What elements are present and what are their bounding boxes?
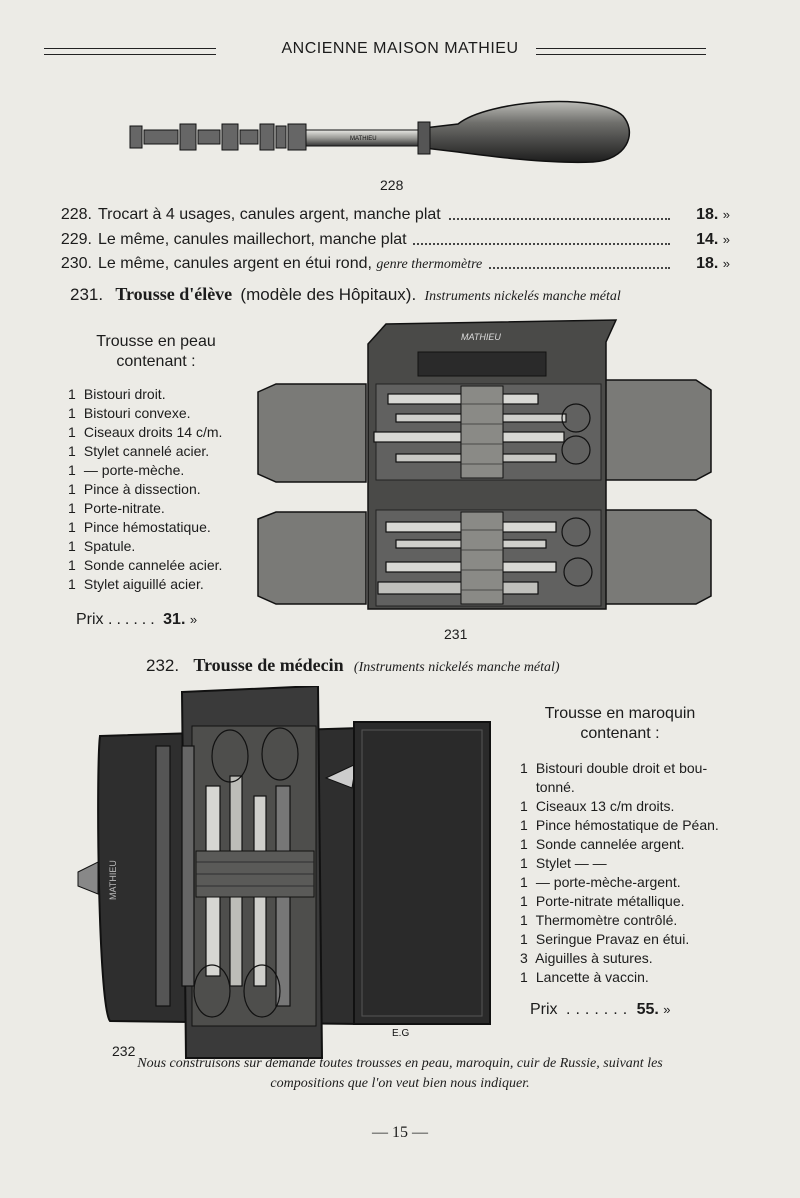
contents-item xyxy=(520,759,719,778)
contents-text: Stylet aiguillé acier. xyxy=(83,576,204,592)
contents-item xyxy=(520,911,719,930)
contents-item xyxy=(520,968,719,987)
item-231-intro xyxy=(76,332,236,372)
item-232-intro-line2: contenant : xyxy=(580,725,660,742)
contents-text: Bistouri droit. xyxy=(83,386,166,402)
item-232-price-line xyxy=(530,1001,671,1019)
contents-text: Sonde cannelée argent. xyxy=(535,836,685,852)
trocar-illustration xyxy=(128,94,633,186)
item-231-heading xyxy=(70,284,621,305)
contents-quantity: 1 xyxy=(68,557,76,573)
figure-228-caption: 228 xyxy=(380,177,404,193)
item-232-name: Trousse de médecin xyxy=(193,655,344,675)
item-231-paren: (modèle des Hôpitaux). xyxy=(240,285,417,304)
contents-text: Ciseaux 13 c/m droits. xyxy=(535,798,675,814)
item-number: 229. xyxy=(60,231,92,248)
contents-text: Seringue Pravaz en étui. xyxy=(535,931,690,947)
contents-item xyxy=(68,518,222,537)
item-description xyxy=(98,253,488,276)
item-231-contents xyxy=(68,385,222,594)
contents-item xyxy=(68,575,222,594)
contents-quantity: 1 xyxy=(68,481,76,497)
contents-text: Porte-nitrate. xyxy=(83,500,165,516)
contents-text: Pince à dissection. xyxy=(83,481,201,497)
doctor-kit-brand: MATHIEU xyxy=(108,860,118,900)
item-price xyxy=(670,253,730,275)
contents-item xyxy=(68,537,222,556)
student-kit-brand: MATHIEU xyxy=(461,332,501,342)
item-231-price-line xyxy=(76,611,197,629)
contents-text: Lancette à vaccin. xyxy=(535,969,649,985)
contents-quantity: 1 xyxy=(68,443,76,459)
contents-item xyxy=(520,949,719,968)
page-number: — 15 — xyxy=(372,1124,428,1141)
item-232-intro xyxy=(520,704,720,744)
contents-item xyxy=(520,797,719,816)
contents-item xyxy=(520,778,719,797)
item-price-value: 14. xyxy=(696,231,719,248)
contents-quantity: 1 xyxy=(68,538,76,554)
contents-text: Spatule. xyxy=(83,538,136,554)
item-text: Le même, canules argent en étui rond, xyxy=(98,255,377,272)
item-231-intro-line1: Trousse en peau xyxy=(96,333,216,350)
item-232-price-unit: » xyxy=(663,1002,671,1017)
contents-quantity: 1 xyxy=(520,893,528,909)
item-price xyxy=(670,229,730,251)
item-232-price: 55. xyxy=(636,1001,659,1018)
item-232-note: (Instruments nickelés manche métal) xyxy=(353,660,560,675)
item-text-italic: genre thermomètre xyxy=(376,257,483,272)
contents-quantity: 1 xyxy=(68,424,76,440)
contents-item xyxy=(68,442,222,461)
item-number: 230. xyxy=(60,255,92,272)
item-231-number: 231. xyxy=(70,285,104,304)
contents-item xyxy=(68,480,222,499)
contents-quantity: 1 xyxy=(68,405,76,421)
item-232-heading xyxy=(146,655,560,676)
contents-quantity: 1 xyxy=(520,760,528,776)
contents-item xyxy=(520,835,719,854)
item-231-price-label: Prix xyxy=(76,611,104,628)
contents-quantity: 1 xyxy=(520,912,528,928)
item-row xyxy=(40,204,730,226)
item-price-value: 18. xyxy=(696,255,719,272)
contents-item xyxy=(68,499,222,518)
contents-text: tonné. xyxy=(535,779,575,795)
contents-quantity: 1 xyxy=(520,836,528,852)
item-232-price-label: Prix xyxy=(530,1001,558,1018)
contents-quantity: 1 xyxy=(520,798,528,814)
contents-item xyxy=(68,461,222,480)
contents-item xyxy=(520,854,719,873)
item-232-price-dots: ....... xyxy=(566,1001,633,1018)
item-number: 228. xyxy=(60,206,92,223)
contents-text: Stylet cannelé acier. xyxy=(83,443,210,459)
item-232-intro-line1: Trousse en maroquin xyxy=(544,705,696,722)
figure-232-caption: 232 xyxy=(112,1043,136,1059)
item-price-unit: » xyxy=(722,207,730,222)
contents-quantity: 1 xyxy=(520,817,528,833)
contents-item xyxy=(520,816,719,835)
contents-text: Aiguilles à sutures. xyxy=(535,950,653,966)
item-231-intro-line2: contenant : xyxy=(116,353,196,370)
item-231-price-dots: ...... xyxy=(108,611,159,628)
contents-quantity: 1 xyxy=(68,462,76,478)
item-price xyxy=(670,204,730,226)
contents-item xyxy=(520,892,719,911)
contents-item xyxy=(68,385,222,404)
contents-item xyxy=(68,556,222,575)
item-231-name: Trousse d'élève xyxy=(115,284,233,304)
page-header-title: ANCIENNE MAISON MATHIEU xyxy=(281,40,519,57)
contents-quantity: 1 xyxy=(520,874,528,890)
contents-text: Thermomètre contrôlé. xyxy=(535,912,678,928)
contents-quantity: 1 xyxy=(520,855,528,871)
contents-quantity: 1 xyxy=(68,386,76,402)
footer-note-line2: compositions que l'on veut bien nous indiquer. xyxy=(270,1076,530,1091)
item-231-price-unit: » xyxy=(189,612,198,627)
contents-quantity: 1 xyxy=(520,931,528,947)
item-232-number: 232. xyxy=(146,656,180,675)
contents-text: Ciseaux droits 14 c/m. xyxy=(83,424,223,440)
item-231-price: 31. xyxy=(163,611,186,628)
doctor-kit-signature: E.G xyxy=(392,1028,410,1039)
contents-text: Bistouri convexe. xyxy=(83,405,191,421)
item-price-unit: » xyxy=(722,256,730,271)
contents-quantity: 1 xyxy=(68,576,76,592)
contents-item xyxy=(520,930,719,949)
contents-quantity: 1 xyxy=(520,969,528,985)
trocar-brand-label: MATHIEU xyxy=(350,136,377,142)
item-row xyxy=(40,229,730,251)
contents-text: Bistouri double droit et bou- xyxy=(535,760,708,776)
item-price-unit: » xyxy=(722,232,730,247)
contents-quantity: 1 xyxy=(68,519,76,535)
item-231-note: Instruments nickelés manche métal xyxy=(424,289,621,304)
contents-quantity: 1 xyxy=(68,500,76,516)
contents-text: Sonde cannelée acier. xyxy=(83,557,223,573)
footer-note-line1: Nous construisons sur demande toutes trousses en peau, maroquin, cuir de Russie, suivant les xyxy=(137,1056,663,1071)
contents-item xyxy=(520,873,719,892)
contents-text: Pince hémostatique. xyxy=(83,519,211,535)
contents-text: — porte-mèche. xyxy=(83,462,185,478)
item-row xyxy=(40,253,730,275)
doctor-kit-illustration xyxy=(70,686,495,1062)
contents-text: Porte-nitrate métallique. xyxy=(535,893,685,909)
contents-quantity: 3 xyxy=(520,950,528,966)
footer-note xyxy=(0,1054,800,1094)
item-price-value: 18. xyxy=(696,206,719,223)
contents-text: Pince hémostatique de Péan. xyxy=(535,817,719,833)
contents-text: Stylet — — xyxy=(535,855,607,871)
item-text: Trocart à 4 usages, canules argent, manche plat xyxy=(98,206,441,223)
contents-text: — porte-mèche-argent. xyxy=(535,874,681,890)
contents-item xyxy=(68,423,222,442)
figure-231-caption: 231 xyxy=(444,626,468,642)
item-description xyxy=(98,229,413,252)
item-232-contents xyxy=(520,759,719,987)
contents-item xyxy=(68,404,222,423)
item-description xyxy=(98,204,447,227)
student-kit-illustration xyxy=(256,304,716,614)
item-text: Le même, canules maillechort, manche plat xyxy=(98,231,407,248)
